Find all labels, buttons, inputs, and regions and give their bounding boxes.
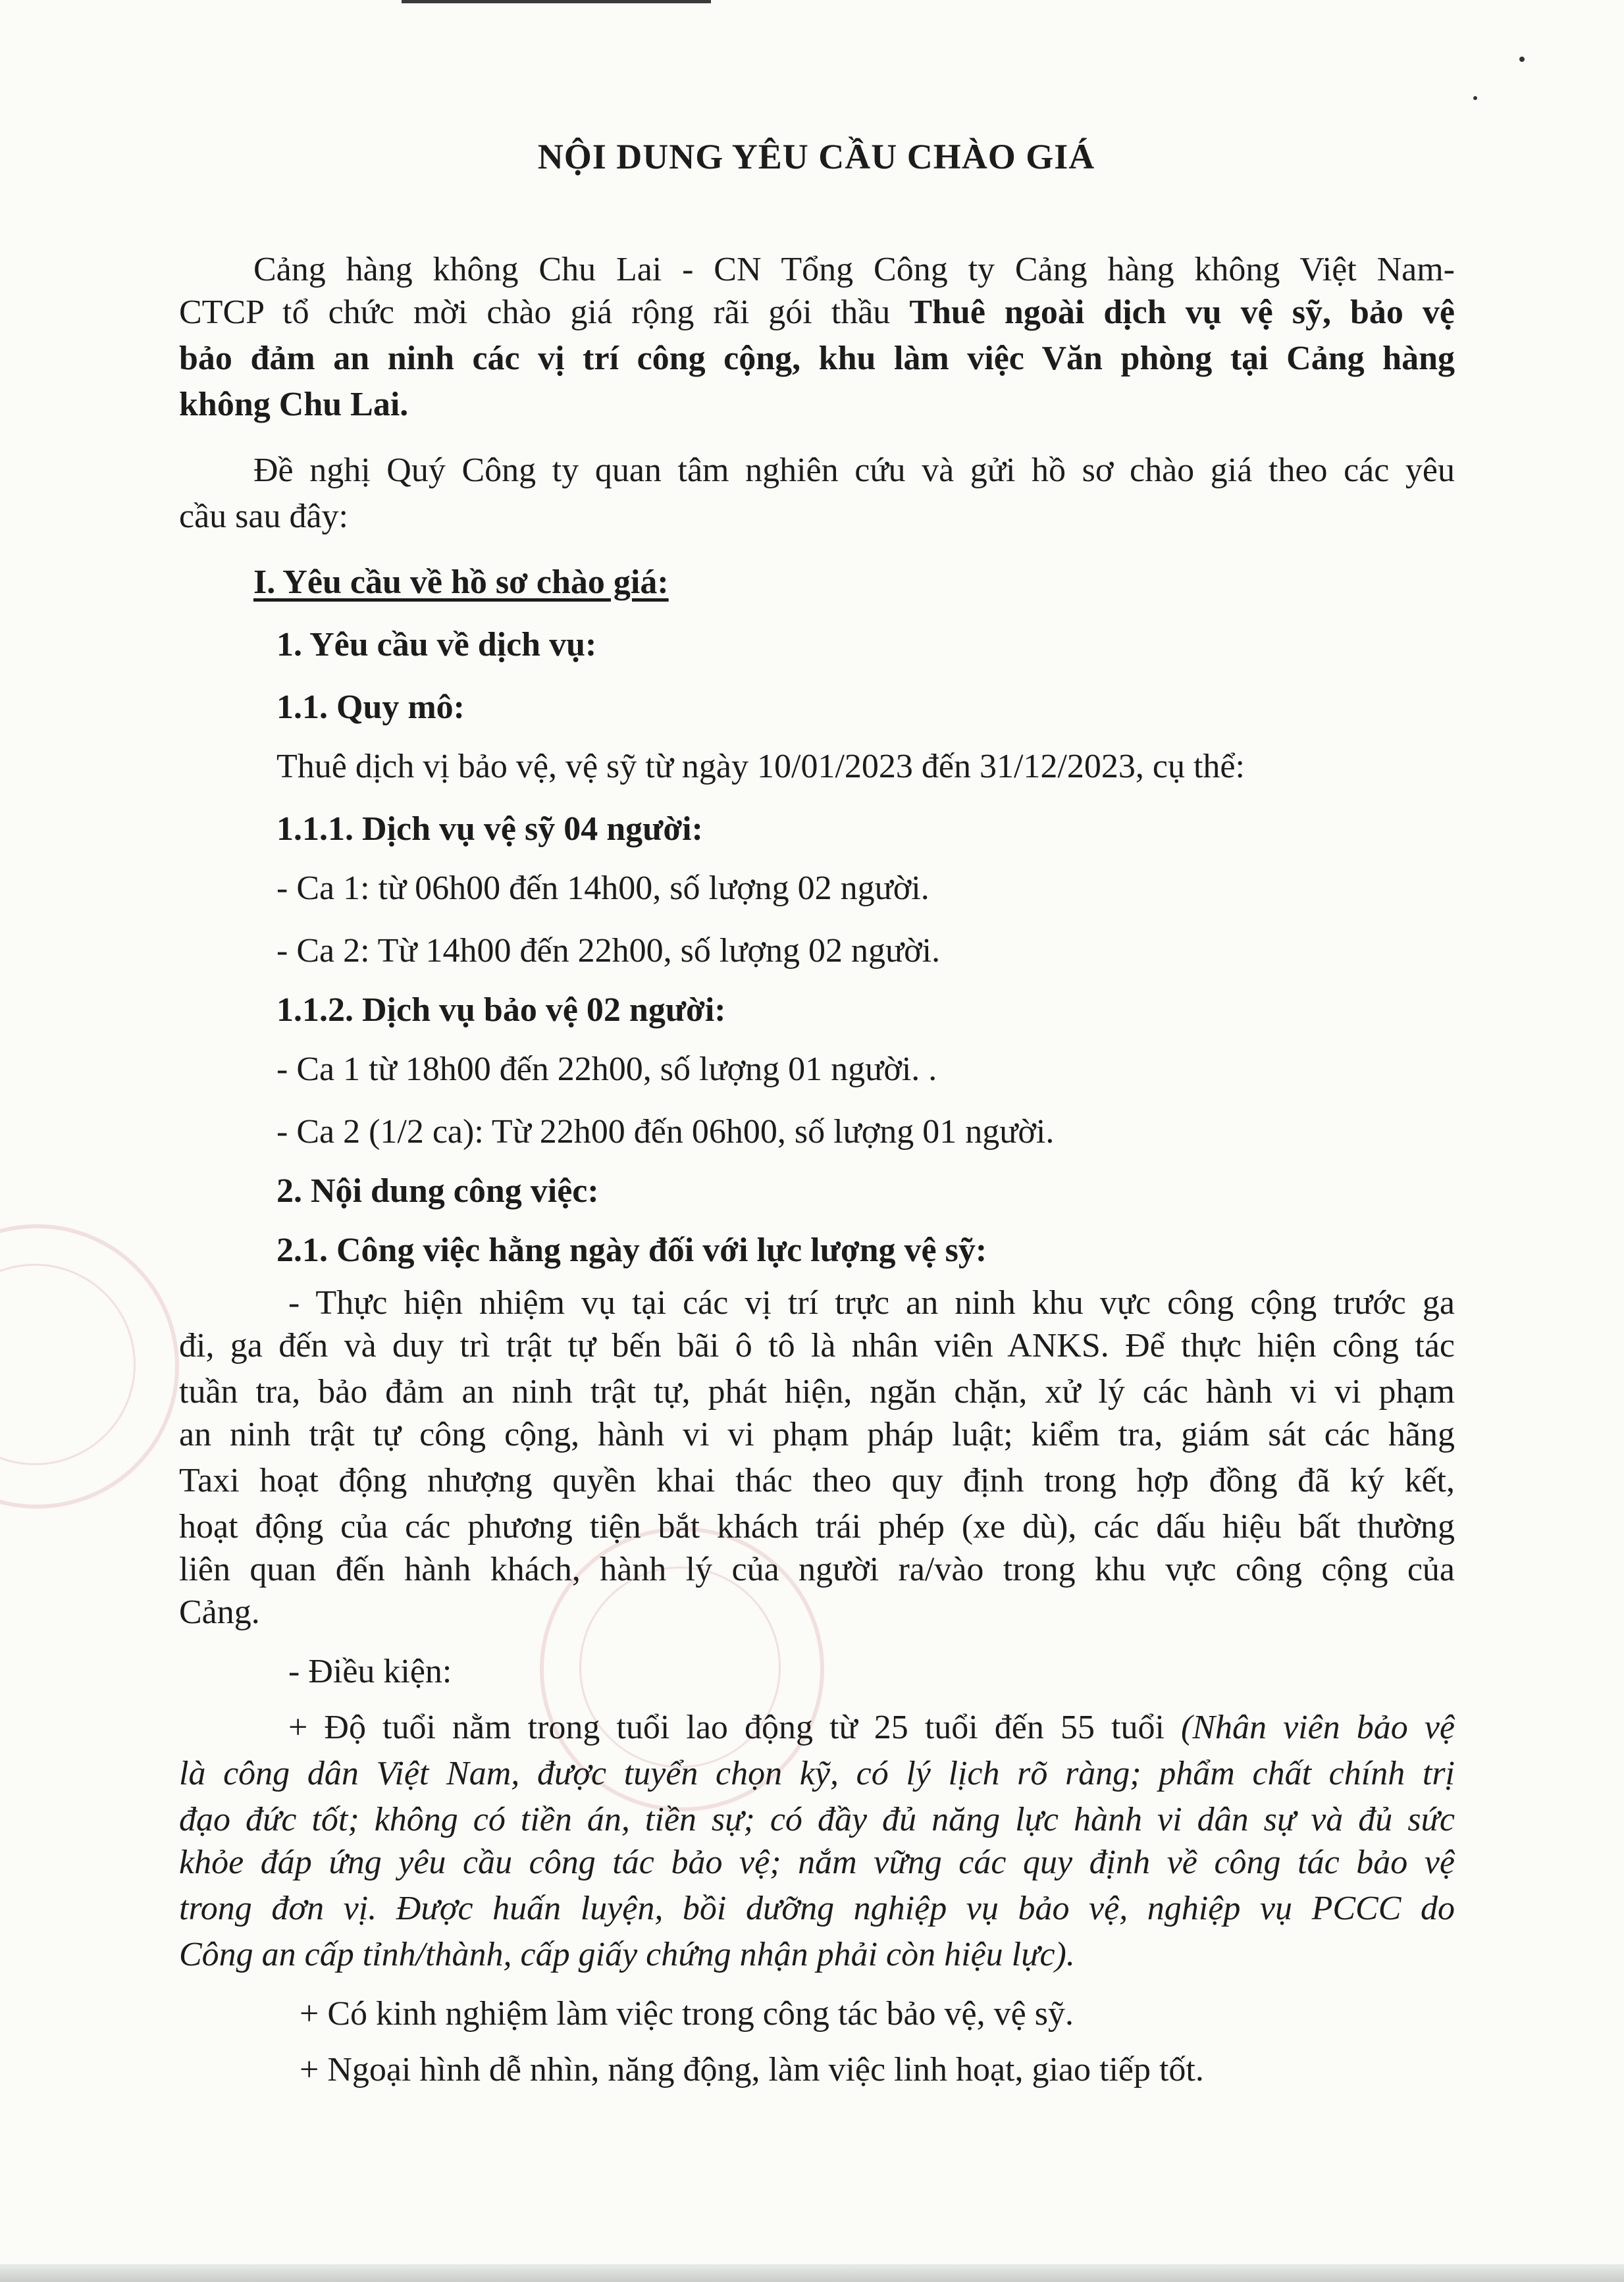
heading-1-1-2: 1.1.2. Dịch vụ bảo vệ 02 người: [276,991,726,1029]
bodyguard-shift-2: - Ca 2: Từ 14h00 đến 22h00, số lượng 02 người. [276,932,941,970]
age-line-6 [179,1932,1075,1978]
age-line-2 [179,1751,1455,1797]
duties-line-5: Taxi hoạt động nhượng quyền khai thác theo quy định trong hợp đồng đã ký kết, [179,1462,1455,1499]
conditions-label: - Điều kiện: [288,1653,452,1690]
heading-1-1: 1.1. Quy mô: [276,688,465,726]
intro-line-2-text: CTCP tổ chức mời chào giá rộng rãi gói thầu [179,294,891,331]
intro-line-1: Cảng hàng không Chu Lai - CN Tổng Công ty Cảng hàng không Việt Nam- [253,251,1455,288]
age-note-2: là công dân Việt Nam, được tuyển chọn kỹ, có lý lịch rõ ràng; phẩm chất chính trị [179,1755,1455,1792]
age-note-5: trong đơn vị. Được huấn luyện, bồi dưỡng nghiệp vụ bảo vệ, nghiệp vụ PCCC do [179,1890,1455,1927]
scan-speck [1519,57,1525,62]
duties-line-7: liên quan đến hành khách, hành lý của người ra/vào trong khu vực công cộng của [179,1551,1455,1588]
guard-shift-2: - Ca 2 (1/2 ca): Từ 22h00 đến 06h00, số lượng 01 người. [276,1113,1055,1151]
package-name-start: Thuê ngoài dịch vụ vệ sỹ, bảo vệ [909,294,1455,331]
duties-line-4: an ninh trật tự công cộng, hành vi vi phạm pháp luật; kiểm tra, giám sát các hãng [179,1416,1455,1453]
intro-line-2 [179,290,1455,336]
duties-line-3: tuần tra, bảo đảm an ninh trật tự, phát hiện, ngăn chặn, xử lý các hành vi vi phạm [179,1373,1455,1411]
duties-line-2: đi, ga đến và duy trì trật tự bến bãi ô tô là nhân viên ANKS. Để thực hiện công tác [179,1327,1455,1364]
duties-line-1: - Thực hiện nhiệm vụ tại các vị trí trực an ninh khu vực công cộng trước ga [288,1284,1455,1322]
age-line-1 [288,1705,1455,1751]
heading-1-1-1: 1.1.1. Dịch vụ vệ sỹ 04 người: [276,810,703,848]
request-line-2: cầu sau đây: [179,498,349,535]
bodyguard-shift-1: - Ca 1: từ 06h00 đến 14h00, số lượng 02 người. [276,869,930,907]
appearance-requirement: + Ngoại hình dễ nhìn, năng động, làm việc linh hoạt, giao tiếp tốt. [300,2051,1204,2088]
scan-edge-top [402,0,711,3]
age-note-4: khỏe đáp ứng yêu cầu công tác bảo vệ; nắm vững các quy định về công tác bảo vệ [179,1844,1455,1881]
duties-line-8: Cảng. [179,1594,260,1631]
age-line-4 [179,1840,1455,1886]
scan-speck [1473,96,1477,100]
document-title: NỘI DUNG YÊU CẦU CHÀO GIÁ [537,137,1095,176]
section-heading-1: I. Yêu cầu về hồ sơ chào giá: [253,563,669,601]
age-note-6: Công an cấp tỉnh/thành, cấp giấy chứng nhận phải còn hiệu lực). [179,1936,1075,1973]
heading-1: 1. Yêu cầu về dịch vụ: [276,626,597,663]
guard-shift-1: - Ca 1 từ 18h00 đến 22h00, số lượng 01 người. . [276,1050,937,1088]
heading-2: 2. Nội dung công việc: [276,1172,599,1210]
experience-requirement: + Có kinh nghiệm làm việc trong công tác bảo vệ, vệ sỹ. [300,1995,1074,2033]
age-note-3: đạo đức tốt; không có tiền án, tiền sự; có đầy đủ năng lực hành vi dân sự và đủ sức [179,1801,1455,1838]
package-name-line-4: không Chu Lai. [179,386,409,423]
age-note-start: (Nhân viên bảo vệ [1181,1709,1455,1746]
age-line-3 [179,1797,1455,1843]
age-line-5 [179,1886,1455,1932]
request-line-1: Đề nghị Quý Công ty quan tâm nghiên cứu và gửi hồ sơ chào giá theo các yêu [253,452,1455,489]
package-name-line-3: bảo đảm an ninh các vị trí công cộng, khu làm việc Văn phòng tại Cảng hàng [179,340,1455,377]
age-requirement: + Độ tuổi nằm trong tuổi lao động từ 25 tuổi đến 55 tuổi [288,1709,1165,1746]
duties-line-6: hoạt động của các phương tiện bắt khách trái phép (xe dù), các dấu hiệu bất thường [179,1508,1455,1545]
heading-2-1: 2.1. Công việc hằng ngày đối với lực lượng vệ sỹ: [276,1232,987,1269]
scope-text: Thuê dịch vị bảo vệ, vệ sỹ từ ngày 10/01/2023 đến 31/12/2023, cụ thể: [276,748,1245,785]
scan-edge-bottom [0,2264,1624,2282]
